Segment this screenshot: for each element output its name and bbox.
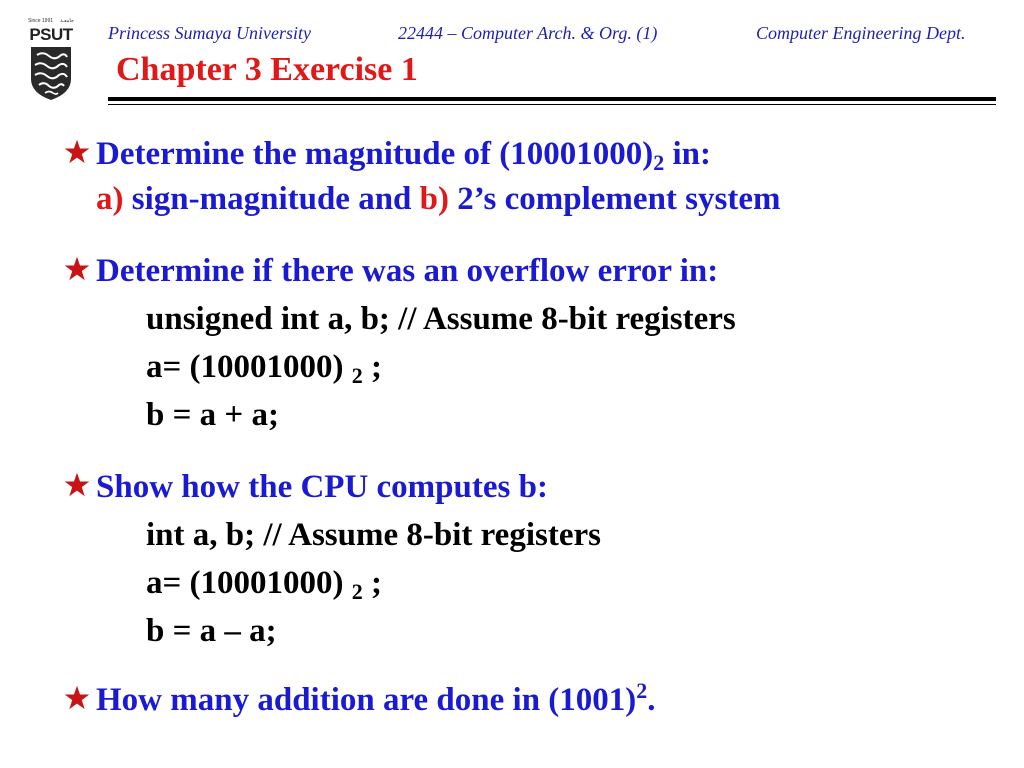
logo-since: Since 1991 [28,18,54,24]
bullet-1-options [96,179,780,219]
logo-wordmark: PSUT [29,25,73,44]
header-university: Princess Sumaya University [108,23,311,43]
star-bullet-icon [63,255,91,283]
option-a-text: sign-magnitude and [123,181,420,217]
header-course: 22444 – Computer Arch. & Org. (1) [398,23,658,43]
star-bullet-icon [63,138,91,166]
bullet-1-after: in: [664,136,711,172]
bullet-3-heading: Show how the CPU computes b: [96,469,548,505]
bullet-2-assign-subscript: 2 [351,363,363,388]
bullet-1-text: Determine the magnitude of (10001000) [96,136,654,172]
option-b-text: 2’s complement system [449,181,781,217]
bullet-2-code-expression: b = a + a; [146,397,279,433]
bullet-4-question [96,680,656,720]
star-bullet-icon [63,471,91,499]
bullet-3-code-expression: b = a – a; [146,613,277,649]
psut-logo [26,18,76,102]
bullet-4-text: How many addition are done in (1001) [96,682,637,718]
logo-shield-icon [29,45,73,101]
slide-title: Chapter 3 Exercise 1 [116,51,418,88]
logo-caption [28,18,74,24]
star-bullet-icon [63,684,91,712]
option-a-label: a) [96,181,124,217]
bullet-4-after: . [647,682,656,718]
bullet-1-question [96,134,711,174]
bullet-3-code-declaration: int a, b; // Assume 8-bit registers [146,517,601,553]
bullet-3-assign-end: ; [362,565,383,601]
bullet-1-subscript: 2 [653,150,665,175]
header-divider-thin [108,104,996,105]
logo-arabic: جامعـة [60,18,74,24]
header-department: Computer Engineering Dept. [756,23,966,43]
bullet-2-assign-end: ; [362,349,383,385]
bullet-4-superscript: 2 [636,678,648,703]
header-divider-thick [108,97,996,101]
bullet-2-assign-text: a= (10001000) [146,349,352,385]
bullet-2-code-declaration: unsigned int a, b; // Assume 8-bit registers [146,301,736,337]
bullet-3-assign-subscript: 2 [351,579,363,604]
bullet-2-heading: Determine if there was an overflow error in: [96,253,719,289]
option-b-label: b) [419,181,450,217]
bullet-2-code-assignment [146,347,382,387]
bullet-3-assign-text: a= (10001000) [146,565,352,601]
bullet-3-code-assignment [146,563,382,603]
